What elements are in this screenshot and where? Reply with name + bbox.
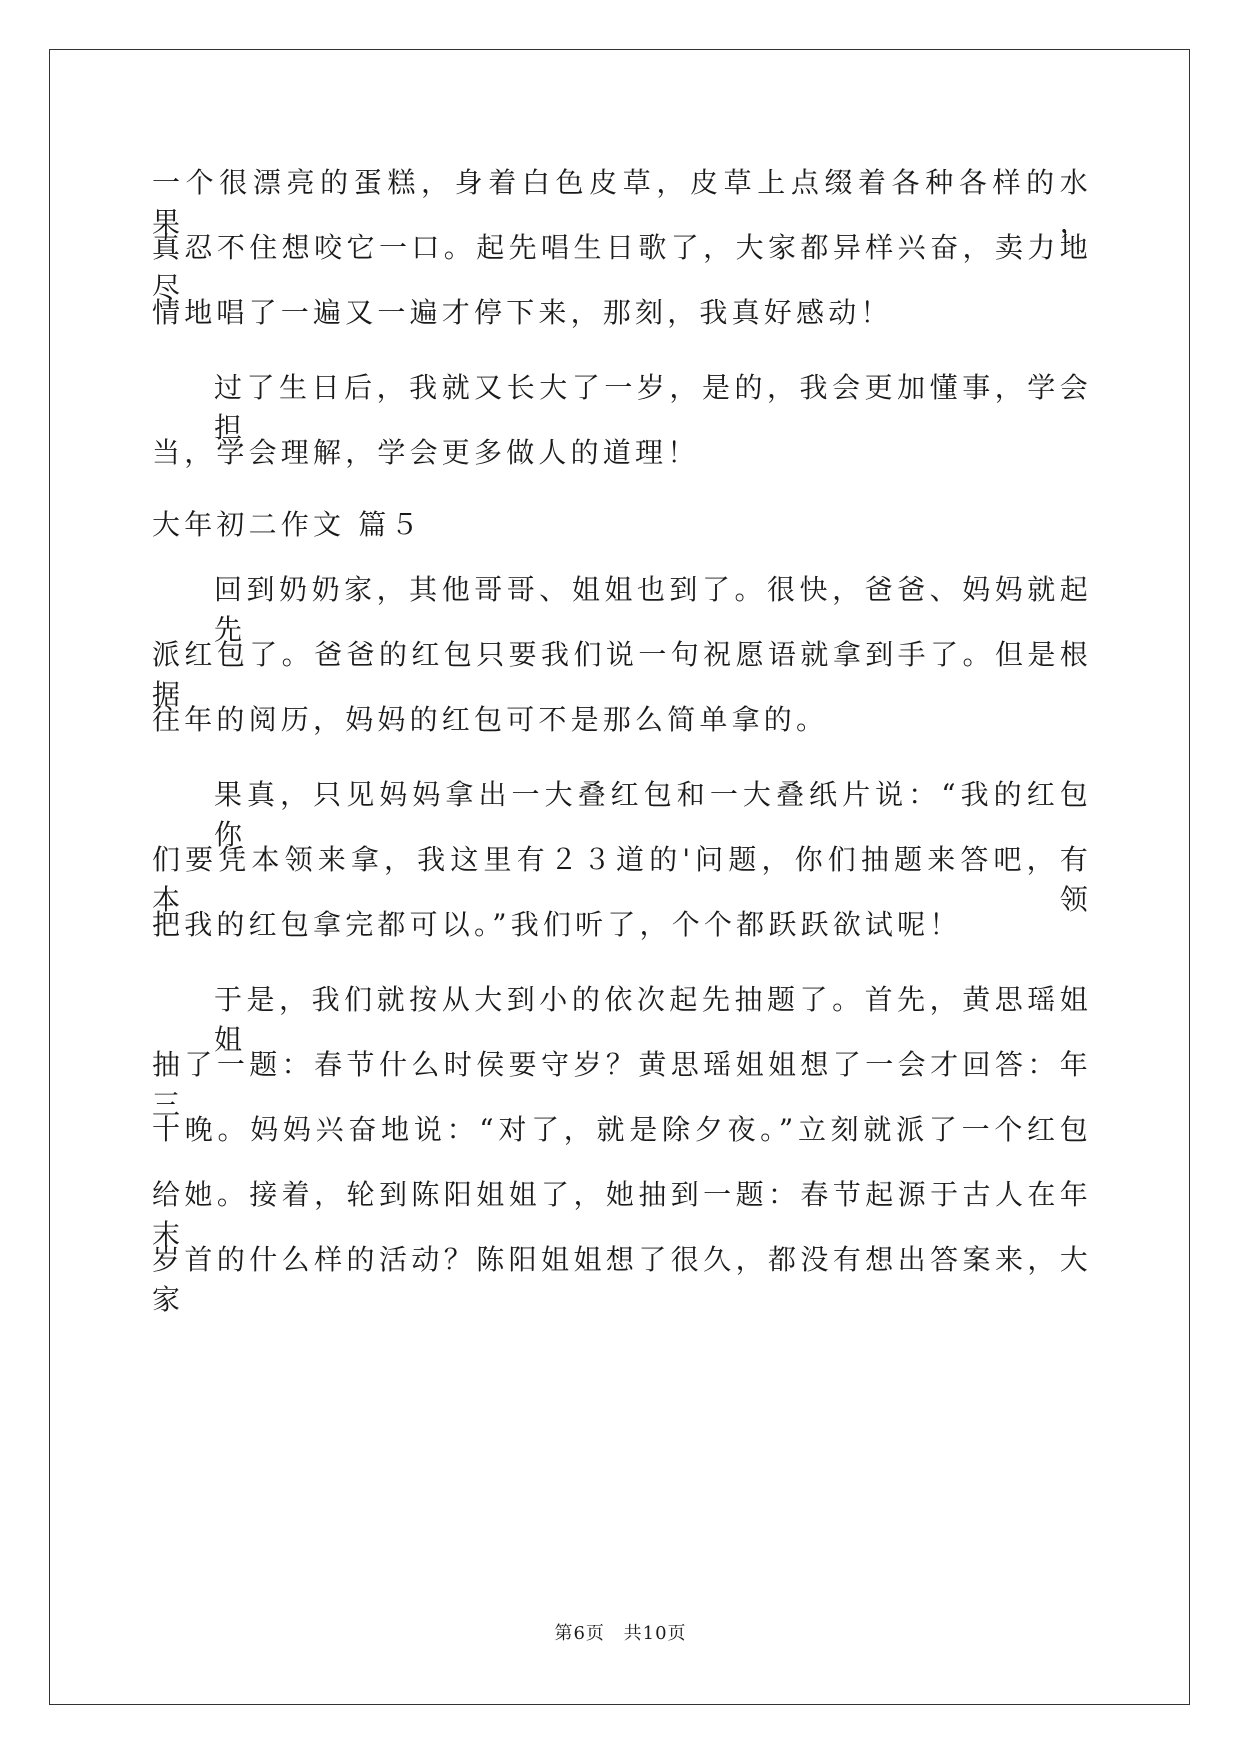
paragraph-line-12: 把我的红包拿完都可以。”我们听了，个个都跃跃欲试呢！ — [152, 908, 962, 941]
page-total: 共10页 — [623, 1623, 687, 1644]
paragraph-line-17: 岁首的什么样的活动？陈阳姐姐想了很久，都没有想出答案来，大家 — [152, 1243, 1092, 1316]
paragraph-line-10: 果真，只见妈妈拿出一大叠红包和一大叠纸片说：“我的红包你 — [214, 778, 1092, 851]
section-heading: 大年初二作文 篇５ — [152, 508, 423, 541]
paragraph-line-13: 于是，我们就按从大到小的依次起先抽题了。首先，黄思瑶姐姐 — [214, 983, 1092, 1056]
page-footer — [0, 1619, 1241, 1645]
paragraph-line-8: 派红包了。爸爸的红包只要我们说一句祝愿语就拿到手了。但是根据 — [152, 638, 1092, 711]
page-number: 第6页 — [554, 1623, 605, 1644]
paragraph-line-7: 回到奶奶家，其他哥哥、姐姐也到了。很快，爸爸、妈妈就起先 — [214, 573, 1092, 646]
paragraph-line-11: 们要凭本领来拿，我这里有２３道的'问题，你们抽题来答吧，有本领 — [152, 843, 1092, 916]
paragraph-line-5: 当，学会理解，学会更多做人的道理！ — [152, 436, 700, 469]
paragraph-line-1: 一个很漂亮的蛋糕，身着白色皮草，皮草上点缀着各种各样的水果， — [152, 166, 1092, 239]
paragraph-line-14: 抽了一题：春节什么时侯要守岁？黄思瑶姐姐想了一会才回答：年三 — [152, 1048, 1092, 1121]
paragraph-line-3: 情地唱了一遍又一遍才停下来，那刻，我真好感动！ — [152, 296, 893, 329]
paragraph-line-16: 给她。接着，轮到陈阳姐姐了，她抽到一题：春节起源于古人在年末 — [152, 1178, 1092, 1251]
paragraph-line-2: 真忍不住想咬它一口。起先唱生日歌了，大家都异样兴奋，卖力地尽 — [152, 231, 1092, 304]
paragraph-line-4: 过了生日后，我就又长大了一岁，是的，我会更加懂事，学会担 — [214, 371, 1092, 444]
paragraph-line-9: 往年的阅历，妈妈的红包可不是那么简单拿的。 — [152, 703, 829, 736]
paragraph-line-15: 十晚。妈妈兴奋地说：“对了，就是除夕夜。”立刻就派了一个红包 — [152, 1113, 1092, 1146]
